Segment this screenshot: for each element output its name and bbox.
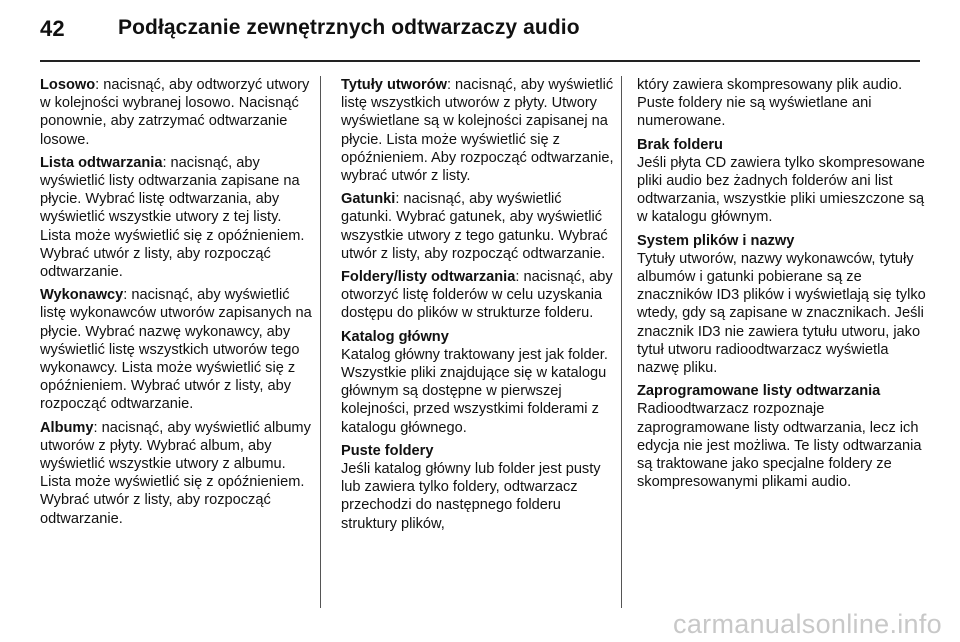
section-zaprogramowane-listy [637,382,927,491]
definition-text: : nacisnąć, aby otworzyć listę folderów w celu uzyskania dostępu do plików w strukturze folderu. [341,269,613,322]
definition-term: Wykonawcy [40,287,124,304]
page-number: 42 [40,16,65,41]
section-body: Jeśli płyta CD zawiera tylko skompresowane pliki audio bez żadnych folderów ani list odtwarzania, wszystkie pliki umieszczone są w katalogu głównym. [637,154,925,226]
definition-losowo [40,76,312,149]
section-body: Radioodtwarzacz rozpoznaje zaprogramowane listy odtwarzania, lecz ich edycja nie jest możliwa. Te listy odtwarzania są traktowane jako specjalne foldery ze skompresowanymi plikami audio. [637,401,922,491]
page-title: Podłączanie zewnętrznych odtwarzaczy audio [118,16,580,39]
section-heading: System plików i nazwy [637,232,795,249]
text-column-1 [40,76,312,533]
definition-text: : nacisnąć, aby wyświetlić gatunki. Wybrać gatunek, aby wyświetlić wszystkie utwory z tego gatunku. Wybrać utwór z listy, aby rozpocząć odtwarzanie. [341,191,608,262]
section-system-plikow [637,232,927,378]
definition-text: : nacisnąć, aby wyświetlić listę wszystkich utworów z płyty. Utwory wyświetlane są w kolejności zapisanej na płycie. Lista może wyświetlić się z opóźnieniem. Aby rozpocząć odtwarzanie, wybrać utwór z listy. [341,77,614,185]
section-puste-foldery [341,442,616,533]
section-body: Katalog główny traktowany jest jak folder. Wszystkie pliki znajdujące się w katalogu głównym są dostępne w pierwszej kolejności, przed wszystkimi folderami z katalogu głównego. [341,346,608,436]
definition-albumy [40,419,312,528]
definition-text: : nacisnąć, aby wyświetlić listę wykonawców utworów zapisanych na płycie. Wybrać nazwę wykonawcy, aby wyświetlić listę wszystkich utworów tego wykonawcy. Lista może wyświetlić się z opóźnieniem. Wybrać utwór z listy, aby rozpocząć odtwarzanie. [40,287,312,413]
definition-term: Lista odtwarzania [40,154,163,171]
definition-gatunki [341,190,616,263]
text-column-3 [637,76,927,496]
section-heading: Zaprogramowane listy odtwarzania [637,383,881,400]
definition-term: Albumy [40,419,94,436]
definition-term: Tytuły utworów [341,77,447,93]
definition-foldery [341,268,616,323]
definition-wykonawcy [40,286,312,413]
column-divider-2 [621,76,622,608]
definition-lista-odtwarzania [40,154,312,281]
definition-term: Gatunki [341,191,396,208]
column-divider-1 [320,76,321,608]
definition-term: Foldery/listy odtwarzania [341,269,516,286]
definition-text: : nacisnąć, aby wyświetlić listy odtwarzania zapisane na płycie. Wybrać listę odtwarzania, aby wyświetlić wszystkie utwory z tej listy. Lista może wyświetlić się z opóźnieniem. Wybrać utwór z listy, aby rozpocząć odtwarzanie. [40,154,305,281]
definition-text: : nacisnąć, aby wyświetlić albumy utworów z płyty. Wybrać album, aby wyświetlić wszystkie utwory z albumu. Lista może wyświetlić się z opóźnieniem. Wybrać utwór z listy, aby rozpocząć odtwarzanie. [40,419,311,527]
watermark-text: carmanualsonline.info [673,609,942,639]
header-divider [40,60,920,62]
definition-term: Losowo [40,77,96,93]
section-body: Tytuły utworów, nazwy wykonawców, tytuły albumów i gatunki pobierane są ze znaczników ID3 plików i wyświetlają się tylko wtedy, gdy są zapisane w znacznikach. Jeśli znacznik ID3 nie zawiera tytułu utworu, jako tytuł utworu radioodtwarzacz wyświetla nazwę pliku. [637,250,926,377]
section-brak-folderu [637,136,927,227]
text-column-2 [341,76,616,538]
section-heading: Brak folderu [637,136,723,153]
continuation-text: który zawiera skompresowany plik audio. Puste foldery nie są wyświetlane ani numerowane. [637,77,903,130]
section-body: Jeśli katalog główny lub folder jest pusty lub zawiera tylko foldery, odtwarzacz przechodzi do następnego folderu struktury plików, [341,461,601,532]
section-heading: Puste foldery [341,442,434,459]
page-header [40,14,920,50]
section-katalog-glowny [341,328,616,437]
definition-text: : nacisnąć, aby odtworzyć utwory w kolejności wybranej losowo. Nacisnąć ponownie, aby zatrzymać odtwarzanie losowe. [40,77,310,148]
definition-tytuly-utworow [341,76,616,185]
section-heading: Katalog główny [341,328,449,345]
